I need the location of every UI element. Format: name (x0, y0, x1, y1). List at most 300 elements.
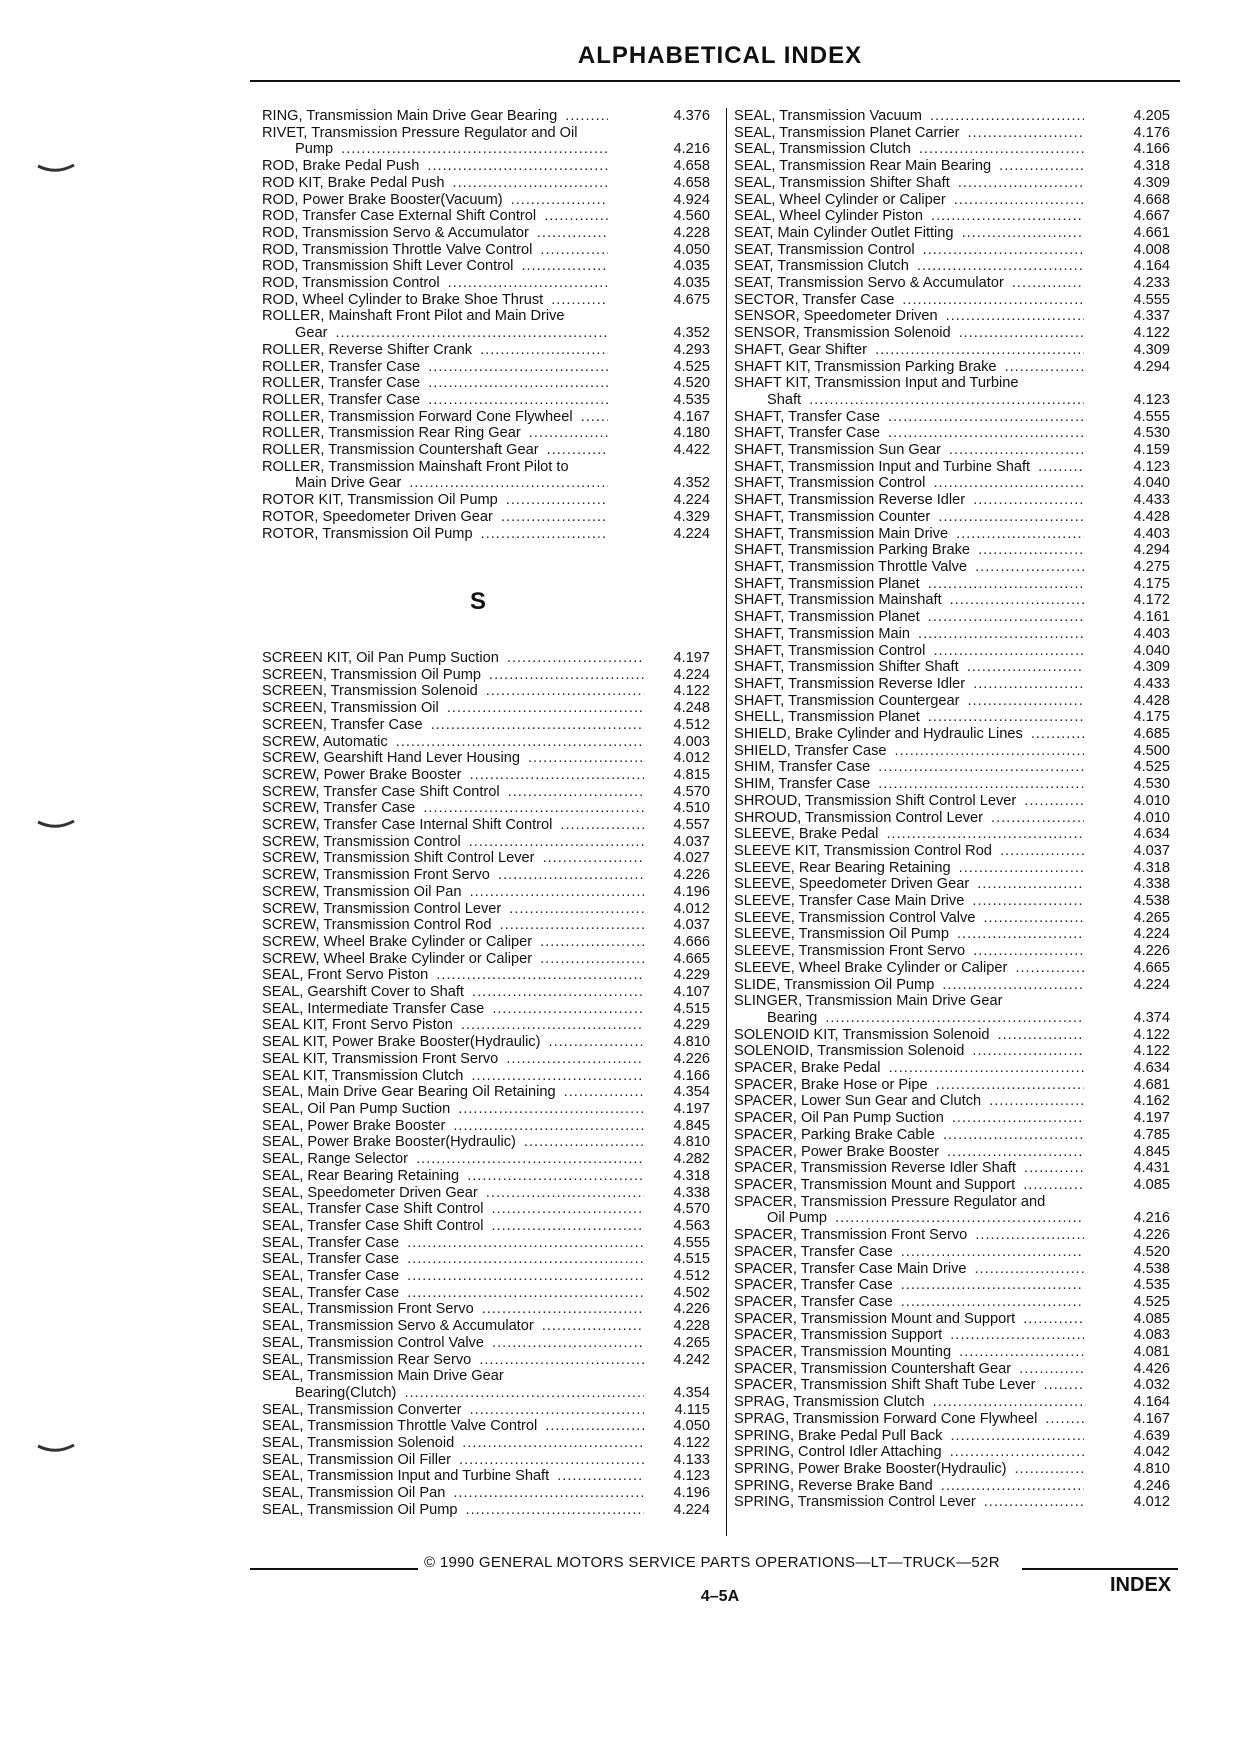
index-entry-page: 4.027 (673, 850, 710, 867)
index-entry-name: SPRING, Brake Pedal Pull Back (734, 1428, 945, 1444)
index-entry (262, 951, 710, 968)
index-entry-page: 4.337 (1133, 308, 1170, 325)
index-entry-page: 4.248 (673, 700, 710, 717)
index-entry-name: SHAFT, Transmission Counter (734, 509, 933, 525)
index-entry-name: SHAFT, Transmission Countergear (734, 693, 962, 709)
index-entry-page: 4.123 (1133, 391, 1170, 408)
index-entry-name: SPRING, Power Brake Booster(Hydraulic) (734, 1461, 1010, 1477)
index-entry-name: RING, Transmission Main Drive Gear Bearing (262, 108, 560, 124)
index-entry-name: SHIELD, Brake Cylinder and Hydraulic Lines (734, 726, 1026, 742)
index-entry-name: SENSOR, Speedometer Driven (734, 308, 941, 324)
index-entry-name: SHAFT, Gear Shifter (734, 342, 870, 358)
index-entry-page: 4.525 (673, 358, 710, 375)
index-entry-page: 4.512 (673, 1268, 710, 1285)
index-entry (734, 1461, 1170, 1478)
index-entry-page: 4.162 (1133, 1093, 1170, 1110)
binder-hole-mark (36, 1440, 76, 1450)
index-entry (734, 526, 1170, 543)
index-entry-page: 4.329 (673, 508, 710, 525)
index-entry-page: 4.037 (673, 917, 710, 934)
index-entry (734, 409, 1170, 426)
index-entry-page: 4.520 (1133, 1243, 1170, 1260)
index-entry-page: 4.294 (1133, 358, 1170, 375)
index-entry (262, 767, 710, 784)
index-entry (734, 676, 1170, 693)
index-entry (262, 208, 710, 225)
index-entry-page: 4.246 (1133, 1477, 1170, 1494)
index-entry-name: SPACER, Parking Brake Cable (734, 1127, 938, 1143)
index-entry-page: 4.083 (1133, 1327, 1170, 1344)
index-entry (734, 876, 1170, 893)
index-entry-page: 4.224 (673, 1501, 710, 1518)
section-letter: S (470, 588, 487, 615)
index-entry-page: 4.216 (1133, 1210, 1170, 1227)
index-entry-page: 4.685 (1133, 726, 1170, 743)
index-entry (262, 1352, 710, 1369)
index-entry-name: SPACER, Transmission Mounting (734, 1344, 954, 1360)
index-entry-page: 4.535 (673, 391, 710, 408)
index-entry-page: 4.228 (673, 224, 710, 241)
index-entry-page: 4.557 (673, 817, 710, 834)
index-entry (734, 893, 1170, 910)
index-entry (262, 1368, 710, 1401)
index-entry (262, 800, 710, 817)
index-entry-page: 4.010 (1133, 809, 1170, 826)
index-entry (262, 242, 710, 259)
index-entry (262, 1418, 710, 1435)
index-entry-name: SCREEN, Transfer Case (262, 717, 426, 733)
index-entry (734, 208, 1170, 225)
index-entry-name: SPACER, Transmission Support (734, 1327, 945, 1343)
index-entry-page: 4.634 (1133, 1060, 1170, 1077)
index-entry-page: 4.431 (1133, 1160, 1170, 1177)
index-entry-page: 4.665 (1133, 959, 1170, 976)
index-entry (734, 492, 1170, 509)
index-entry-page: 4.433 (1133, 675, 1170, 692)
index-entry-page: 4.037 (1133, 842, 1170, 859)
index-entry (734, 1327, 1170, 1344)
index-entry (734, 375, 1170, 408)
index-entry-name: SEAL, Transmission Clutch (734, 141, 914, 157)
index-entry (734, 643, 1170, 660)
index-entry-name: SEAL, Transmission Rear Main Bearing (734, 158, 994, 174)
index-entry (734, 860, 1170, 877)
index-entry (734, 342, 1170, 359)
index-entry-name: SEAL, Transfer Case Shift Control (262, 1201, 486, 1217)
index-entry-page: 4.675 (673, 291, 710, 308)
title-rule (250, 80, 1180, 82)
index-entry-name: SHAFT, Transmission Planet (734, 576, 923, 592)
index-entry-name: SEAT, Main Cylinder Outlet Fitting (734, 225, 957, 241)
index-entry-name: SCREEN KIT, Oil Pan Pump Suction (262, 650, 502, 666)
index-entry-page: 4.229 (673, 967, 710, 984)
index-entry-name: ROLLER, Transmission Forward Cone Flywheel (262, 409, 576, 425)
index-entry (734, 442, 1170, 459)
index-entry-name: SHAFT KIT, Transmission Input and Turbine (734, 375, 1019, 392)
index-entry-name: SPACER, Oil Pan Pump Suction (734, 1110, 947, 1126)
index-entry (734, 175, 1170, 192)
index-entry-page: 4.555 (1133, 291, 1170, 308)
index-column-left (262, 108, 710, 542)
index-entry (734, 1060, 1170, 1077)
index-entry-page: 4.422 (673, 442, 710, 459)
index-entry-page: 4.265 (1133, 909, 1170, 926)
index-entry (262, 700, 710, 717)
index-entry-page: 4.050 (673, 1418, 710, 1435)
index-entry-name: SLIDE, Transmission Oil Pump (734, 977, 937, 993)
index-entry (262, 1168, 710, 1185)
index-entry (262, 409, 710, 426)
index-entry (734, 242, 1170, 259)
index-entry-page: 4.224 (673, 666, 710, 683)
index-entry-page: 4.500 (1133, 742, 1170, 759)
index-entry-name: ROD, Brake Pedal Push (262, 158, 422, 174)
index-entry (734, 325, 1170, 342)
index-entry-name: ROD, Power Brake Booster(Vacuum) (262, 192, 506, 208)
index-entry-name: SPACER, Transmission Front Servo (734, 1227, 970, 1243)
index-entry-page: 4.845 (673, 1117, 710, 1134)
index-entry-page: 4.226 (673, 867, 710, 884)
index-entry-page: 4.525 (1133, 1293, 1170, 1310)
index-entry-name: SEAL, Transmission Main Drive Gear (262, 1368, 504, 1385)
index-entry-name: SEAL, Power Brake Booster(Hydraulic) (262, 1134, 519, 1150)
index-entry (262, 967, 710, 984)
index-entry-continuation: Oil Pump (767, 1210, 830, 1226)
index-entry-continuation: Bearing(Clutch) (295, 1385, 399, 1401)
index-entry-page: 4.122 (1133, 1043, 1170, 1060)
index-entry-continuation: Shaft (767, 392, 804, 408)
index-entry (262, 1001, 710, 1018)
index-entry-name: SCREW, Transmission Control (262, 834, 464, 850)
index-entry (734, 1261, 1170, 1278)
index-entry-name: SHIELD, Transfer Case (734, 743, 889, 759)
index-entry-name: SEAL, Wheel Cylinder Piston (734, 208, 926, 224)
index-entry-name: SEAT, Transmission Control (734, 242, 918, 258)
index-entry (262, 1235, 710, 1252)
index-entry (734, 192, 1170, 209)
index-entry-page: 4.035 (673, 275, 710, 292)
index-entry-page: 4.176 (1133, 124, 1170, 141)
index-entry-page: 4.224 (1133, 926, 1170, 943)
index-entry-page: 4.010 (1133, 792, 1170, 809)
index-entry-page: 4.122 (673, 1435, 710, 1452)
index-entry (734, 141, 1170, 158)
index-entry-page: 4.008 (1133, 241, 1170, 258)
index-entry-page: 4.012 (673, 900, 710, 917)
index-entry-name: SCREW, Transfer Case Internal Shift Control (262, 817, 555, 833)
index-entry-page: 4.658 (673, 174, 710, 191)
index-entry-page: 4.525 (1133, 759, 1170, 776)
index-entry-page: 4.159 (1133, 442, 1170, 459)
index-entry-page: 4.180 (673, 425, 710, 442)
index-entry-page: 4.107 (673, 984, 710, 1001)
index-entry-page: 4.224 (673, 525, 710, 542)
index-entry-page: 4.535 (1133, 1277, 1170, 1294)
index-entry (262, 917, 710, 934)
index-entry (262, 359, 710, 376)
index-entry (734, 475, 1170, 492)
index-entry-name: SHROUD, Transmission Shift Control Lever (734, 793, 1019, 809)
index-entry-name: SEAL KIT, Transmission Clutch (262, 1068, 466, 1084)
section-label: INDEX (1110, 1574, 1172, 1596)
index-entry (734, 1127, 1170, 1144)
index-entry-name: ROD, Transmission Throttle Valve Control (262, 242, 535, 258)
index-entry (262, 258, 710, 275)
index-entry-name: SPACER, Transfer Case (734, 1244, 896, 1260)
index-entry-page: 4.354 (673, 1384, 710, 1401)
index-entry (734, 693, 1170, 710)
index-entry-page: 4.667 (1133, 208, 1170, 225)
index-entry-name: ROLLER, Transfer Case (262, 359, 423, 375)
index-entry-name: SCREW, Transmission Control Lever (262, 901, 504, 917)
index-entry-page: 4.226 (1133, 943, 1170, 960)
index-entry-page: 4.166 (1133, 141, 1170, 158)
index-entry-name: SHAFT, Transmission Planet (734, 609, 923, 625)
index-entry-page: 4.374 (1133, 1009, 1170, 1026)
index-entry-name: SEAL, Gearshift Cover to Shaft (262, 984, 467, 1000)
index-entry-page: 4.216 (673, 141, 710, 158)
index-entry-name: SEAL, Transmission Rear Servo (262, 1352, 474, 1368)
index-entry-page: 4.205 (1133, 108, 1170, 124)
index-entry-name: SEAL, Transfer Case (262, 1285, 402, 1301)
index-entry-name: SHAFT KIT, Transmission Parking Brake (734, 359, 1000, 375)
index-entry-name: SEAL, Transfer Case (262, 1235, 402, 1251)
index-entry-page: 4.433 (1133, 492, 1170, 509)
index-entry-name: SPRAG, Transmission Clutch (734, 1394, 928, 1410)
index-entry-continuation: Bearing (767, 1010, 820, 1026)
index-entry (734, 1194, 1170, 1227)
index-entry (262, 984, 710, 1001)
index-entry (734, 609, 1170, 626)
index-entry-page: 4.042 (1133, 1444, 1170, 1461)
index-entry-page: 4.318 (1133, 158, 1170, 175)
index-entry-name: SEAL, Transmission Planet Carrier (734, 125, 962, 141)
page-title: ALPHABETICAL INDEX (577, 42, 863, 69)
index-entry-name: ROLLER, Mainshaft Front Pilot and Main Drive (262, 308, 565, 325)
index-entry-page: 4.515 (673, 1251, 710, 1268)
footer-copyright: © 1990 GENERAL MOTORS SERVICE PARTS OPERATIONS—LT—TRUCK—52R (424, 1554, 1000, 1571)
index-entry-name: ROD, Transfer Case External Shift Control (262, 208, 539, 224)
index-entry-page: 4.555 (1133, 408, 1170, 425)
index-entry-page: 4.032 (1133, 1377, 1170, 1394)
index-entry-page: 4.510 (673, 800, 710, 817)
index-entry (734, 292, 1170, 309)
index-entry-name: SHAFT, Transmission Control (734, 475, 928, 491)
index-entry-name: SPRAG, Transmission Forward Cone Flywheel (734, 1411, 1040, 1427)
index-entry-name: SEAT, Transmission Clutch (734, 258, 912, 274)
index-entry-name: SPACER, Brake Pedal (734, 1060, 884, 1076)
index-entry-page: 4.661 (1133, 224, 1170, 241)
index-entry (734, 125, 1170, 142)
page-number: 4–5A (700, 1588, 740, 1605)
index-entry (734, 308, 1170, 325)
index-entry (734, 258, 1170, 275)
index-entry-page: 4.040 (1133, 475, 1170, 492)
index-entry-page: 4.538 (1133, 893, 1170, 910)
index-entry-name: SEAL, Transfer Case (262, 1268, 402, 1284)
index-entry-page: 4.037 (673, 833, 710, 850)
index-entry-name: SPACER, Transmission Reverse Idler Shaft (734, 1160, 1019, 1176)
index-entry-page: 4.122 (1133, 325, 1170, 342)
index-entry (262, 342, 710, 359)
index-entry-name: SEAL, Power Brake Booster (262, 1118, 448, 1134)
index-entry-name: ROD, Transmission Control (262, 275, 443, 291)
index-entry-page: 4.428 (1133, 692, 1170, 709)
index-entry-name: SCREW, Power Brake Booster (262, 767, 465, 783)
index-entry-name: SEAL, Transmission Oil Filler (262, 1452, 454, 1468)
index-entry-page: 4.233 (1133, 275, 1170, 292)
index-entry (262, 667, 710, 684)
index-entry (734, 1277, 1170, 1294)
index-entry-name: SPACER, Transmission Countershaft Gear (734, 1361, 1014, 1377)
index-entry (734, 275, 1170, 292)
index-entry-page: 4.226 (673, 1301, 710, 1318)
index-entry-name: SPACER, Power Brake Booster (734, 1144, 942, 1160)
index-entry-page: 4.133 (673, 1451, 710, 1468)
index-entry (262, 192, 710, 209)
index-entry-name: SLINGER, Transmission Main Drive Gear (734, 993, 1003, 1010)
index-entry-page: 4.403 (1133, 525, 1170, 542)
index-entry-name: SEAL KIT, Transmission Front Servo (262, 1051, 501, 1067)
index-entry-page: 4.318 (1133, 859, 1170, 876)
index-entry (734, 1144, 1170, 1161)
index-entry-name: SHAFT, Transfer Case (734, 425, 883, 441)
index-entry-name: SPACER, Transmission Pressure Regulator and (734, 1193, 1046, 1210)
index-entry (262, 734, 710, 751)
footer-rule (1022, 1568, 1178, 1570)
index-entry-page: 4.352 (673, 325, 710, 342)
index-entry (262, 1318, 710, 1335)
index-entry (262, 683, 710, 700)
index-entry-name: SCREEN, Transmission Oil Pump (262, 667, 484, 683)
index-entry-name: SEAL, Wheel Cylinder or Caliper (734, 192, 949, 208)
index-entry (262, 509, 710, 526)
index-entry-page: 4.224 (1133, 976, 1170, 993)
index-entry (734, 1344, 1170, 1361)
index-entry-continuation: Main Drive Gear (295, 475, 404, 491)
index-entry-page: 4.175 (1133, 709, 1170, 726)
index-entry-name: SCREW, Transfer Case (262, 800, 418, 816)
index-entry (734, 960, 1170, 977)
index-entry (734, 659, 1170, 676)
index-entry (734, 1294, 1170, 1311)
index-entry-page: 4.428 (1133, 508, 1170, 525)
index-entry-page: 4.560 (673, 208, 710, 225)
index-entry (262, 459, 710, 492)
index-entry-name: SPACER, Transmission Mount and Support (734, 1311, 1018, 1327)
index-entry (734, 225, 1170, 242)
index-entry (262, 425, 710, 442)
index-entry (262, 1051, 710, 1068)
index-entry-name: SEAL, Transmission Converter (262, 1402, 465, 1418)
index-entry (734, 1043, 1170, 1060)
index-entry-page: 4.338 (1133, 876, 1170, 893)
index-entry-page: 4.639 (1133, 1427, 1170, 1444)
index-entry-page: 4.293 (673, 341, 710, 358)
index-entry-page: 4.845 (1133, 1143, 1170, 1160)
index-entry-name: SHAFT, Transmission Shifter Shaft (734, 659, 962, 675)
index-entry (262, 934, 710, 951)
index-entry (262, 1468, 710, 1485)
index-entry (262, 1285, 710, 1302)
index-entry (734, 1428, 1170, 1445)
index-entry-page: 4.167 (1133, 1410, 1170, 1427)
index-entry-page: 4.012 (1133, 1494, 1170, 1511)
index-entry-name: SPACER, Lower Sun Gear and Clutch (734, 1093, 984, 1109)
index-entry-page: 4.426 (1133, 1360, 1170, 1377)
index-entry (262, 817, 710, 834)
index-entry-name: SHIM, Transfer Case (734, 776, 873, 792)
index-entry-page: 4.785 (1133, 1126, 1170, 1143)
index-entry (262, 1118, 710, 1135)
index-entry-name: SHAFT, Transmission Reverse Idler (734, 492, 968, 508)
index-entry-name: ROLLER, Transmission Countershaft Gear (262, 442, 542, 458)
index-entry-name: ROTOR, Speedometer Driven Gear (262, 509, 496, 525)
index-entry-continuation: Pump (295, 141, 336, 157)
index-entry-name: SENSOR, Transmission Solenoid (734, 325, 954, 341)
index-entry-name: ROD KIT, Brake Pedal Push (262, 175, 448, 191)
index-entry-page: 4.196 (673, 1485, 710, 1502)
index-entry (262, 1084, 710, 1101)
index-entry-name: ROD, Wheel Cylinder to Brake Shoe Thrust (262, 292, 546, 308)
index-entry-name: SEAL, Main Drive Gear Bearing Oil Retaining (262, 1084, 559, 1100)
index-entry-page: 4.242 (673, 1351, 710, 1368)
index-entry-page: 4.502 (673, 1284, 710, 1301)
index-entry-name: SEAL, Transmission Shifter Shaft (734, 175, 953, 191)
index-entry-name: SHIM, Transfer Case (734, 759, 873, 775)
index-column-right (734, 108, 1170, 1511)
index-entry (734, 776, 1170, 793)
index-entry-page: 4.294 (1133, 542, 1170, 559)
index-entry-page: 4.197 (1133, 1110, 1170, 1127)
index-entry (262, 1268, 710, 1285)
index-entry-page: 4.122 (1133, 1026, 1170, 1043)
index-entry-name: SLEEVE, Speedometer Driven Gear (734, 876, 972, 892)
index-entry (734, 1093, 1170, 1110)
index-entry-name: SCREW, Wheel Brake Cylinder or Caliper (262, 934, 535, 950)
index-entry-page: 4.035 (673, 258, 710, 275)
index-entry-name: SHELL, Transmission Planet (734, 709, 923, 725)
index-entry (734, 1110, 1170, 1127)
index-entry-page: 4.634 (1133, 826, 1170, 843)
index-entry (734, 826, 1170, 843)
index-entry (262, 275, 710, 292)
index-entry-name: ROLLER, Reverse Shifter Crank (262, 342, 475, 358)
index-entry-page: 4.175 (1133, 575, 1170, 592)
index-entry (734, 509, 1170, 526)
index-entry-page: 4.226 (673, 1050, 710, 1067)
index-entry-continuation: Gear (295, 325, 330, 341)
index-entry-page: 4.229 (673, 1017, 710, 1034)
index-entry-page: 4.081 (1133, 1344, 1170, 1361)
index-entry-name: SEAL, Transmission Front Servo (262, 1301, 477, 1317)
index-entry-name: SPRING, Control Idler Attaching (734, 1444, 945, 1460)
index-entry (734, 1227, 1170, 1244)
index-entry-name: SPRING, Reverse Brake Band (734, 1478, 936, 1494)
index-entry-page: 4.012 (673, 750, 710, 767)
index-entry (262, 1034, 710, 1051)
index-entry-name: SCREW, Transmission Shift Control Lever (262, 850, 538, 866)
index-entry-name: SLEEVE KIT, Transmission Control Rod (734, 843, 995, 859)
index-entry-page: 4.681 (1133, 1076, 1170, 1093)
index-entry (262, 158, 710, 175)
index-entry (262, 392, 710, 409)
index-entry-page: 4.197 (673, 1100, 710, 1117)
index-entry (734, 576, 1170, 593)
index-entry-name: SHAFT, Transmission Control (734, 643, 928, 659)
index-entry-name: SHAFT, Transmission Sun Gear (734, 442, 944, 458)
index-entry (262, 1017, 710, 1034)
